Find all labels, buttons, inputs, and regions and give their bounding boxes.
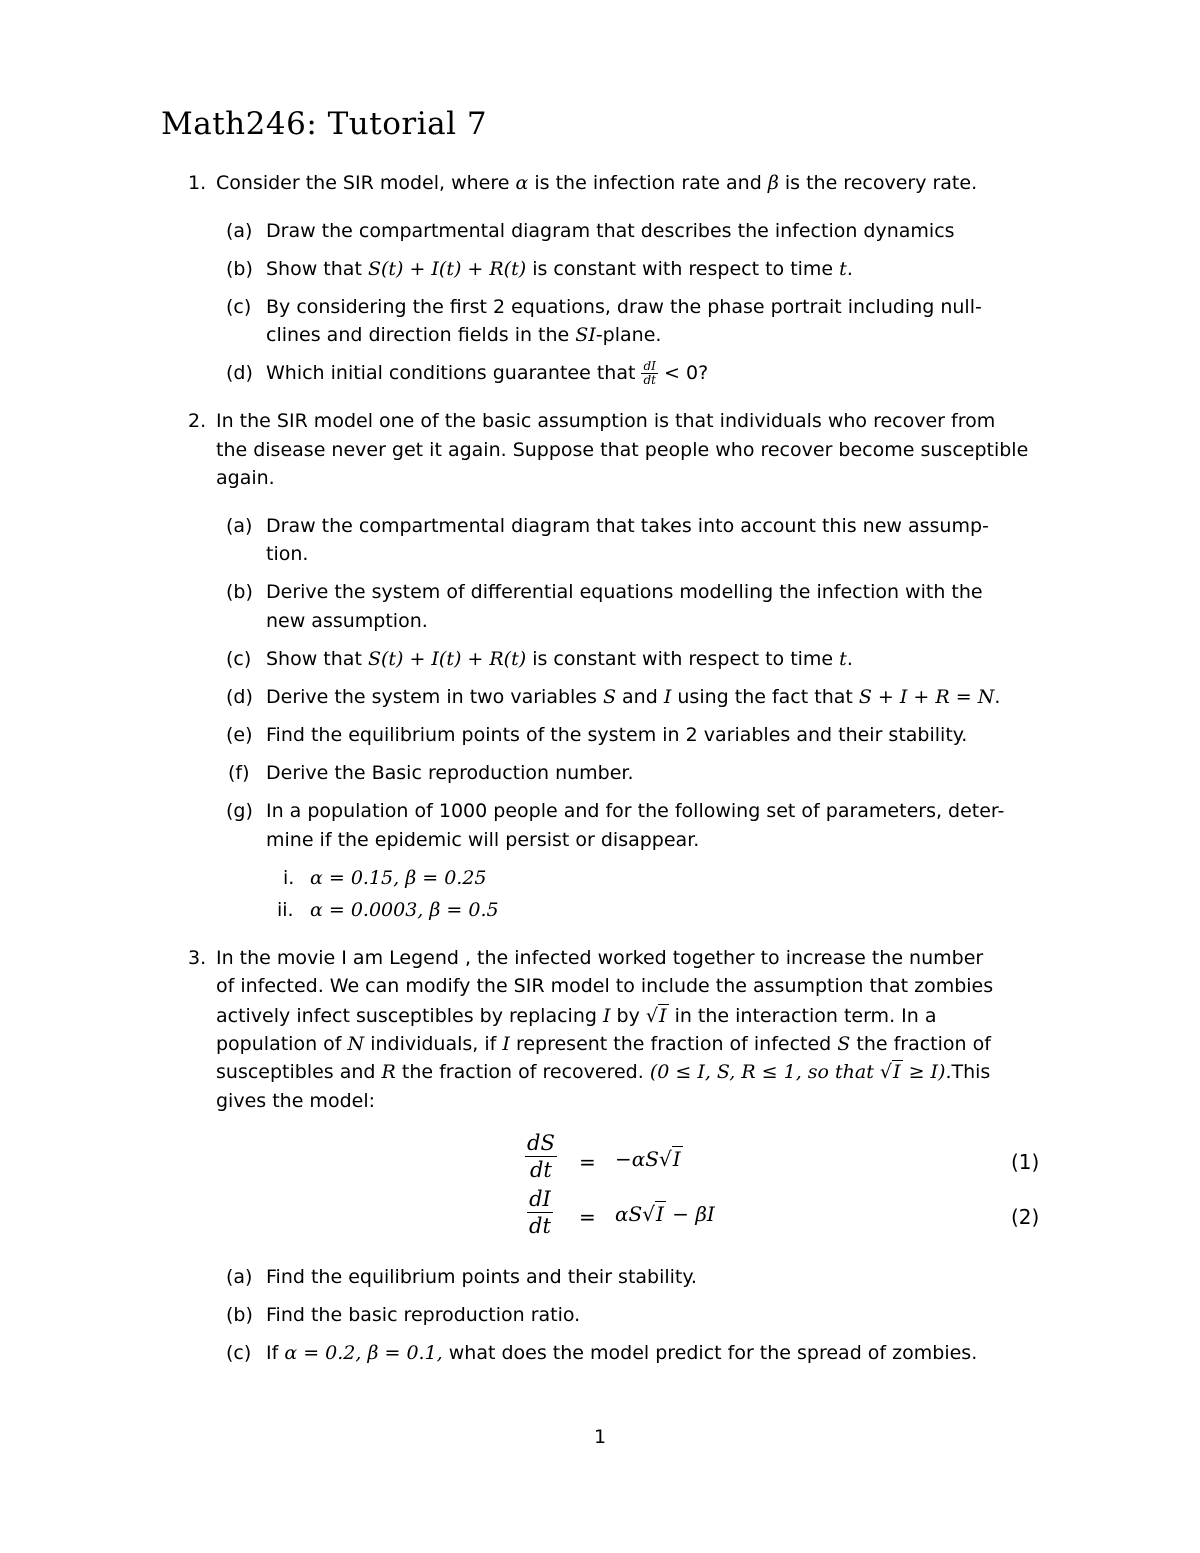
q3-line-6: gives the model: [216,1090,375,1112]
q1a-label: (a) [226,220,253,242]
q3-l4-n: N [347,1033,365,1055]
q1b-end: . [846,258,853,280]
sqrt-i-bound: √I [879,1061,901,1083]
equation-2-tag: (2) [1011,1205,1040,1229]
q3-line-2: of infected. We can modify the SIR model to include the assumption that zombies [216,975,994,997]
q2c-t: t [839,648,847,670]
q2e-text: Find the equilibrium points of the system in 2 variables and their stability. [266,724,968,746]
q3-l3-i: I [602,1005,611,1027]
eq2-num: dI [527,1186,553,1213]
q2c-end: . [846,648,853,670]
q2c-expr: S(t) + I(t) + R(t) [367,648,527,670]
q3-l4a: population of [216,1033,342,1055]
q2-number: 2. [188,410,207,432]
q3-l4-s: S [837,1033,851,1055]
equation-2-rhs [615,1202,715,1226]
q1b-pre: Show that [266,258,362,280]
q2g-ii-label: ii. [277,899,294,921]
q3-l4d: the fraction of [856,1033,991,1055]
sqrt-i-inline: √I [645,1005,667,1027]
q1b-post: is constant with respect to time [532,258,834,280]
q2f-text: Derive the Basic reproduction number. [266,762,634,784]
eq1-sqrt: √I [658,1147,681,1171]
q3-l4-i: I [502,1033,510,1055]
q2-line-2: the disease never get it again. Suppose that people who recover become susceptible [216,439,1029,461]
q1-beta: β [767,172,779,194]
q2a-line2: tion. [266,543,309,565]
q2d-end: . [994,686,1001,708]
q3c-label: (c) [226,1342,252,1364]
q1b-text [266,257,853,281]
q3c-post: what does the model predict for the spread of zombies. [448,1342,978,1364]
eq2-sqrt: √I [642,1202,664,1226]
q2b-line1: Derive the system of differential equations modelling the infection with the [266,581,983,603]
q1c-line2a: clines and direction fields in the [266,324,570,346]
q3b-text: Find the basic reproduction ratio. [266,1304,581,1326]
q1a-text: Draw the compartmental diagram that describes the infection dynamics [266,220,955,242]
equation-1-equals: = [579,1150,596,1174]
equation-1-lhs [525,1130,557,1183]
q1c-label: (c) [226,296,252,318]
q3-line-3 [216,1004,936,1028]
q1-text-a: Consider the SIR model, where [216,172,510,194]
q1d-label: (d) [226,362,253,384]
q2a-line1: Draw the compartmental diagram that takes into account this new assump- [266,515,989,537]
q3-l3b: by [616,1005,640,1027]
q2a-label: (a) [226,515,253,537]
q2g-line1: In a population of 1000 people and for the following set of parameters, deter- [266,800,1005,822]
q2-line-3: again. [216,467,275,489]
q3-l5c: (0 ≤ I, S, R ≤ 1, so that [649,1061,874,1083]
q1d-post: < 0? [664,362,709,384]
q2c-pre: Show that [266,648,362,670]
q3b-label: (b) [226,1304,253,1326]
q2d-label: (d) [226,686,253,708]
q1-number: 1. [188,172,207,194]
q2d-pre: Derive the system in two variables [266,686,597,708]
q1-text [216,171,977,195]
q1b-expr: S(t) + I(t) + R(t) [367,258,527,280]
eq1-fraction [525,1130,557,1183]
equation-2-lhs [527,1186,553,1239]
eq2-fraction [527,1186,553,1239]
q2g-line2: mine if the epidemic will persist or disappear. [266,829,700,851]
eq2-rhs-a: αS [615,1202,643,1226]
q3c-params: α = 0.2, β = 0.1, [284,1342,443,1364]
q2b-line2: new assumption. [266,610,428,632]
q3-l5e: This [951,1061,991,1083]
q2g-i-label: i. [283,867,295,889]
q1d-fraction [641,360,658,387]
q2-line-1: In the SIR model one of the basic assumption is that individuals who recover from [216,410,996,432]
q2d-text [266,685,1000,709]
eq2-sqrt-radicand: I [655,1202,664,1226]
q2e-label: (e) [226,724,253,746]
q1d-pre: Which initial conditions guarantee that [266,362,636,384]
q3a-label: (a) [226,1266,253,1288]
q2g-label: (g) [226,800,253,822]
q2c-post: is constant with respect to time [532,648,834,670]
q3-line-4 [216,1032,991,1056]
q3-l5-r: R [381,1061,396,1083]
eq1-sqrt-radicand: I [672,1147,681,1171]
eq2-rhs-b: − βI [672,1202,715,1226]
q1c-line2 [266,323,661,347]
q2f-label: (f) [228,762,250,784]
eq1-rhs-a: −αS [615,1147,659,1171]
q1c-si: SI [575,324,596,346]
q3-l5a: susceptibles and [216,1061,376,1083]
q2g-i-params: α = 0.15, β = 0.25 [310,867,487,889]
q3-l3a: actively infect susceptibles by replacing [216,1005,597,1027]
q1d-den: dt [643,373,656,387]
q2c-label: (c) [226,648,252,670]
q1-alpha: α [515,172,529,194]
q2d-mid: using the fact that [677,686,853,708]
equation-1-rhs [615,1147,683,1171]
sqrt-i-bound-radicand: I [893,1061,901,1083]
q1-text-c: is the recovery rate. [784,172,978,194]
q2c-text [266,647,853,671]
q3-l3c: in the interaction term. In a [674,1005,937,1027]
q3c-text [266,1341,977,1365]
q3-l5b: the fraction of recovered. [401,1061,644,1083]
q3a-text: Find the equilibrium points and their stability. [266,1266,697,1288]
equation-1-tag: (1) [1011,1150,1040,1174]
q3-l4b: individuals, if [370,1033,497,1055]
q3-l4c: represent the fraction of infected [515,1033,832,1055]
sqrt-i-radicand: I [659,1005,667,1027]
q2d-i: I [663,686,672,708]
q1d-num: dI [641,360,658,374]
q1c-line1: By considering the first 2 equations, draw the phase portrait including null- [266,296,982,318]
q3-number: 3. [188,947,207,969]
q2b-label: (b) [226,581,253,603]
q1-text-b: is the infection rate and [534,172,762,194]
q1b-t: t [839,258,847,280]
q1c-line2b: -plane. [595,324,662,346]
eq1-num: dS [527,1131,555,1155]
q2d-expr: S + I + R = N [858,686,995,708]
q3-l5d: ≥ I). [908,1061,952,1083]
q1d-text [266,356,708,390]
eq1-den: dt [529,1158,552,1182]
q3-line-1: In the movie I am Legend , the infected worked together to increase the number [216,947,984,969]
q2d-and: and [622,686,658,708]
q2d-s: S [602,686,616,708]
eq2-den: dt [529,1214,551,1238]
q3-line-5 [216,1060,990,1084]
page-number: 1 [594,1426,607,1448]
page-title: Math246: Tutorial 7 [161,106,488,142]
q1b-label: (b) [226,258,253,280]
q2g-ii-params: α = 0.0003, β = 0.5 [310,899,499,921]
equation-2-equals: = [579,1205,596,1229]
q3c-pre: If [266,1342,279,1364]
